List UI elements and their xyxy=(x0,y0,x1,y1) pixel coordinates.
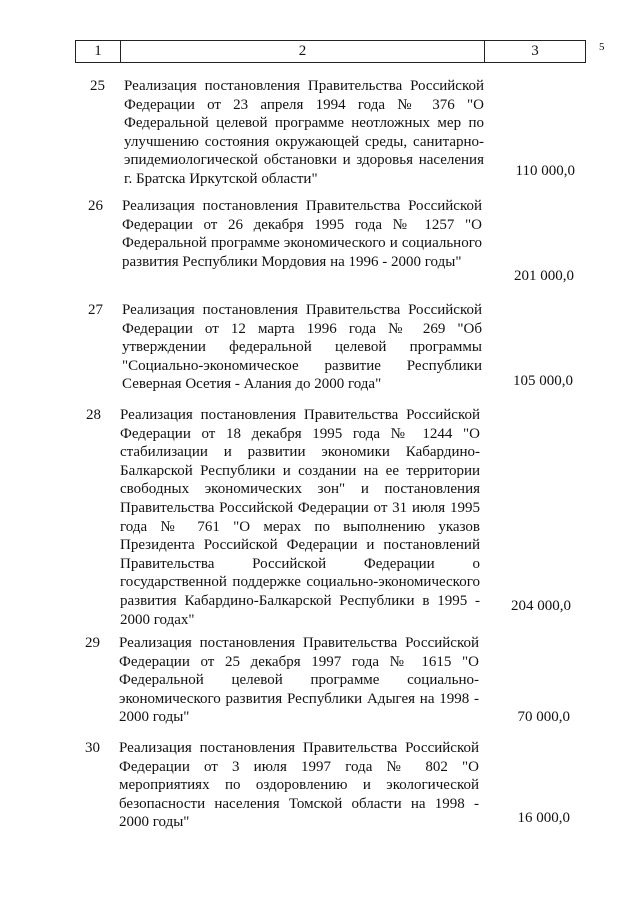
header-col-1: 1 xyxy=(76,41,121,62)
entry-text: Реализация постановления Правительства Российской Федерации от 18 декабря 1995 года № 1244 "О стабилизации и развитии экономики Кабардино-Балкарской Республики и создании на ее территории свободных экономических зон" и постановления Правительства Российской Федерации от 31 июля 1995 года № 761 "О мерах по выполнению указов Президента Российской Федерации и постановлений Правительства Российской Федерации о государственной поддержке социально-экономического развития Кабардино-Балкарской Республики в 1995 - 2000 годах" xyxy=(120,407,480,628)
entry-number: 30 xyxy=(85,740,100,756)
entry-amount: 201 000,0 xyxy=(514,268,574,284)
entry-text: Реализация постановления Правительства Российской Федерации от 23 апреля 1994 года № 376 "О Федеральной целевой программе неотложных мер по улучшению состояния окружающей среды, санитарно-эпидемиологической обстановки и здоровья населения г. Братска Иркутской области" xyxy=(124,78,484,187)
entry-text: Реализация постановления Правительства Российской Федерации от 3 июля 1997 года № 802 "О мероприятиях по оздоровлению и экологической безопасности населения Томской области на 1998 - 2000 годы" xyxy=(119,740,479,831)
entry-amount: 204 000,0 xyxy=(511,598,571,614)
entry-amount: 16 000,0 xyxy=(517,810,570,826)
header-col-3: 3 xyxy=(531,43,539,59)
entry-number: 29 xyxy=(85,635,100,651)
entry-number: 27 xyxy=(88,302,103,318)
entry-text: Реализация постановления Правительства Российской Федерации от 26 декабря 1995 года № 1257 "О Федеральной программе экономического и социального развития Республики Мордовия на 1996 - 2000 годы" xyxy=(122,198,482,270)
entry-amount: 110 000,0 xyxy=(515,163,575,179)
entry-number: 28 xyxy=(86,407,101,423)
entry-number: 25 xyxy=(90,78,105,94)
entry-text: Реализация постановления Правительства Российской Федерации от 25 декабря 1997 года № 1615 "О Федеральной целевой программе социально-экономического развития Республики Адыгея на 1998 - 2000 годы" xyxy=(119,635,479,726)
entry-amount: 105 000,0 xyxy=(513,373,573,389)
entry-text: Реализация постановления Правительства Российской Федерации от 12 марта 1996 года № 269 "Об утверждении федеральной целевой программы "Социально-экономическое развитие Республики Северная Осетия - Алания до 2000 года" xyxy=(122,302,482,393)
entry-number: 26 xyxy=(88,198,103,214)
header-col-2: 2 xyxy=(121,41,485,62)
page-number: 5 xyxy=(599,41,605,53)
entry-amount: 70 000,0 xyxy=(517,709,570,725)
